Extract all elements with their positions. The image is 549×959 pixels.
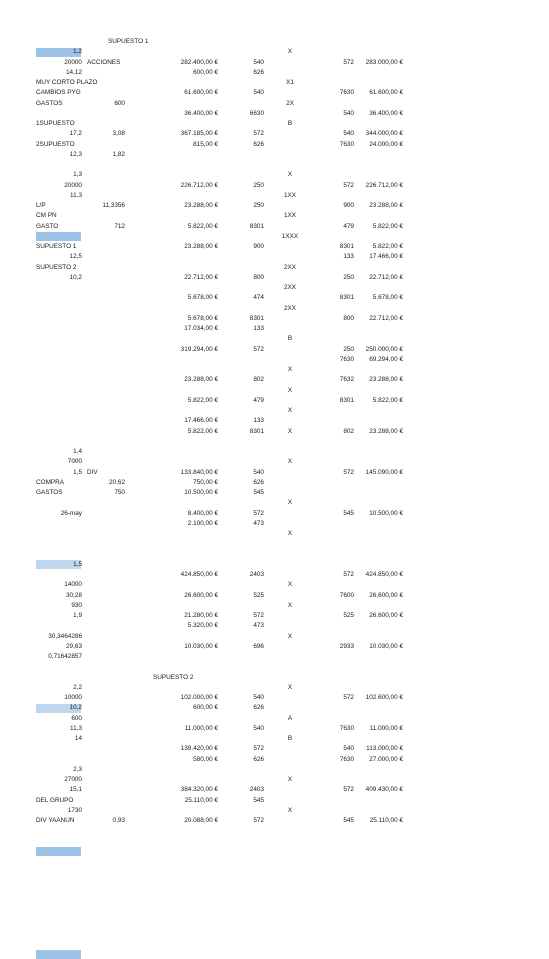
cell-e: 802: [253, 376, 264, 384]
cell-h: 572: [343, 181, 354, 189]
cell-c: 0,93: [112, 817, 125, 824]
highlighted-cell: [36, 950, 81, 959]
cell-d: 23.288,00 €: [184, 202, 218, 209]
cell-c: 712: [114, 222, 125, 230]
cell-a: 14: [74, 735, 82, 742]
cell-g: X: [287, 632, 293, 640]
cell-d: 11.000,00 €: [184, 724, 218, 732]
cell-a: 30,3464286: [48, 632, 82, 640]
cell-d: 17.034,00 €: [184, 325, 218, 332]
cell-i: 226.712,00 €: [365, 181, 403, 189]
cell-e: 540: [253, 694, 264, 701]
cell-a: COMPRA: [36, 478, 65, 486]
cell-a: 27000: [64, 776, 82, 783]
cell-e: 626: [253, 140, 264, 148]
cell-b: DIV: [87, 468, 98, 476]
cell-e: 540: [253, 468, 264, 476]
cell-g: X: [287, 407, 293, 414]
cell-e: 545: [253, 796, 264, 804]
cell-g: X: [287, 171, 293, 179]
cell-a: SUPUESTO 2: [36, 263, 77, 271]
cell-e: 250: [253, 202, 264, 209]
cell-g: X: [287, 499, 293, 507]
cell-a: 1SUPUESTO: [36, 120, 75, 127]
cell-d: 226.712,00 €: [180, 181, 218, 189]
cell-d: 17.466,00 €: [184, 417, 218, 425]
cell-i: 283.000,00 €: [365, 58, 403, 66]
cell-c: 600: [114, 99, 125, 107]
cell-i: 24.000,00 €: [369, 140, 403, 148]
cell-i: 36.400,00 €: [369, 109, 403, 117]
cell-a: 2SUPUESTO: [36, 140, 75, 148]
cell-a: 14,12: [66, 68, 82, 76]
cell-g: 1XX: [283, 191, 297, 199]
cell-a: 10,2: [69, 704, 82, 712]
cell-i: 344.000,00 €: [365, 130, 403, 138]
cell-i: 26.600,00 €: [369, 612, 403, 619]
cell-g: X1: [286, 79, 294, 86]
cell-a: 1,5: [73, 560, 82, 568]
highlighted-cell: [36, 847, 81, 856]
cell-h: 250: [343, 345, 354, 353]
cell-i: 25.110,00 €: [369, 817, 403, 824]
cell-e: 572: [253, 345, 264, 353]
cell-h: 7630: [339, 89, 354, 97]
cell-a: 1,9: [73, 612, 82, 619]
cell-d: 102.000,00 €: [180, 694, 218, 701]
cell-g: X: [287, 366, 293, 373]
cell-d: 22.712,00 €: [184, 273, 218, 281]
cell-a: MUY CORTO PLAZO: [36, 79, 98, 86]
cell-d: 282.400,00 €: [180, 58, 218, 66]
cell-i: 23.288,00 €: [369, 427, 403, 435]
cell-a: 12,5: [69, 253, 82, 261]
cell-i: 424.850,00 €: [365, 571, 403, 578]
cell-g: X: [287, 601, 293, 609]
cell-d: 750,00 €: [193, 478, 218, 486]
cell-d: 23.288,00 €: [184, 376, 218, 384]
cell-e: 473: [253, 622, 264, 630]
cell-d: 10.500,00 €: [184, 489, 218, 496]
cell-a: CAMBIOS PYG: [36, 89, 81, 97]
cell-h: 7630: [339, 140, 354, 148]
cell-e: 572: [253, 509, 264, 517]
cell-e: 525: [253, 591, 264, 599]
cell-e: 8301: [249, 427, 264, 435]
cell-g: X: [287, 458, 293, 466]
cell-e: 8301: [249, 314, 264, 322]
cell-d: 600,00 €: [193, 704, 218, 712]
cell-d: 21.280,00 €: [184, 612, 218, 619]
cell-i: 17.466,00 €: [369, 253, 403, 261]
cell-h: 2933: [339, 642, 354, 650]
cell-d: 26.600,00 €: [184, 591, 218, 599]
cell-i: 113.000,00 €: [366, 745, 403, 753]
cell-h: 572: [343, 58, 354, 66]
cell-a: CM PN: [36, 212, 57, 220]
cell-h: 802: [343, 427, 354, 435]
cell-a: 11,3: [70, 724, 82, 732]
cell-g: X: [287, 776, 293, 783]
cell-a: 7000: [67, 458, 82, 466]
cell-a: 26-may: [60, 509, 82, 517]
cell-a: GASTO: [36, 222, 59, 230]
cell-a: DEL GRUPO: [36, 796, 74, 804]
cell-h: 7630: [339, 355, 354, 363]
cell-d: 815,00 €: [193, 140, 218, 148]
cell-g: X: [287, 683, 293, 691]
cell-a: 600: [71, 714, 82, 722]
cell-a: 15,1: [69, 786, 82, 794]
cell-d: 424.850,00 €: [180, 571, 218, 578]
cell-a: 1730: [67, 806, 82, 814]
cell-h: 7630: [339, 755, 354, 763]
cell-c: 3,08: [112, 130, 125, 138]
cell-e: 250: [253, 181, 264, 189]
cell-d: 25.110,00 €: [184, 796, 218, 804]
cell-i: 26.600,00 €: [369, 591, 403, 599]
highlighted-cell: [36, 232, 81, 241]
cell-i: 10.500,00 €: [369, 509, 403, 517]
cell-d: 5.320,00 €: [187, 622, 218, 630]
cell-i: 102.600,00 €: [365, 694, 403, 701]
cell-a: 12,3: [69, 150, 82, 158]
cell-d: 580,00 €: [193, 755, 218, 763]
cell-d: 61.600,00 €: [184, 89, 218, 97]
cell-i: 61.600,00 €: [369, 89, 403, 97]
cell-d: 319.294,00 €: [180, 345, 218, 353]
cell-c: 1,82: [112, 150, 125, 158]
cell-g: 2XX: [283, 284, 297, 291]
cell-e: 6630: [249, 109, 264, 117]
cell-h: 7632: [339, 376, 354, 384]
cell-e: 900: [253, 243, 264, 250]
cell-a: 1,4: [73, 448, 82, 455]
cell-e: 479: [253, 396, 264, 404]
cell-b: SUPUESTO 1: [108, 38, 149, 45]
cell-e: 8301: [249, 222, 264, 230]
cell-g: X: [287, 48, 293, 56]
cell-e: 133: [253, 325, 264, 332]
cell-a: 20000: [64, 181, 82, 189]
cell-h: 540: [343, 745, 354, 753]
cell-i: 10.030,00 €: [369, 642, 403, 650]
cell-a: 930: [71, 601, 82, 609]
cell-e: 800: [253, 273, 264, 281]
cell-e: 572: [253, 817, 264, 824]
cell-e: 540: [253, 89, 264, 97]
cell-d: 5.678,00 €: [187, 314, 218, 322]
cell-h: 133: [343, 253, 354, 261]
cell-d: 2.100,00 €: [187, 519, 218, 527]
cell-d: 367.185,00 €: [180, 130, 218, 138]
cell-a: DIV YAANUN: [36, 817, 75, 824]
cell-i: 5.822,00 €: [372, 396, 403, 404]
cell-a: SUPUESTO 1: [36, 243, 77, 250]
cell-g: X: [287, 581, 293, 589]
cell-a: 1,2: [73, 48, 82, 56]
cell-e: 572: [253, 745, 264, 753]
cell-g: 2X: [286, 99, 294, 107]
cell-i: 5.678,00 €: [372, 294, 403, 302]
cell-i: 22.712,00 €: [369, 314, 403, 322]
cell-a: GASTOS: [36, 99, 63, 107]
cell-b: ACCIONES: [87, 58, 121, 66]
cell-e: 572: [253, 612, 264, 619]
cell-h: 540: [343, 130, 354, 138]
cell-i: 409.430,00 €: [365, 786, 403, 794]
cell-d: 23.288,00 €: [184, 243, 218, 250]
cell-e: 626: [253, 68, 264, 76]
cell-a: L/P: [36, 202, 46, 209]
cell-e: 474: [253, 294, 264, 302]
cell-h: 525: [343, 612, 354, 619]
cell-a: 20000: [64, 58, 82, 66]
cell-h: 545: [343, 509, 354, 517]
cell-h: 900: [343, 202, 354, 209]
cell-e: 626: [253, 755, 264, 763]
cell-g: B: [287, 120, 293, 127]
cell-a: 30,28: [66, 591, 82, 599]
cell-h: 8301: [339, 243, 354, 250]
cell-h: 8301: [339, 396, 354, 404]
cell-i: 23.288,00 €: [369, 376, 403, 384]
cell-h: 8301: [339, 294, 354, 302]
cell-h: 572: [343, 694, 354, 701]
cell-a: 1,5: [73, 468, 82, 476]
cell-h: 572: [343, 468, 354, 476]
cell-a: 2,3: [73, 765, 82, 773]
cell-g: X: [287, 386, 293, 394]
cell-g: 1XXX: [281, 232, 299, 240]
cell-a: 14000: [64, 581, 82, 589]
cell-e: 133: [253, 417, 264, 425]
cell-d: 8.400,00 €: [187, 509, 218, 517]
cell-i: 250.000,00 €: [365, 345, 403, 353]
cell-a: 10000: [64, 694, 82, 701]
cell-i: 11.000,00 €: [369, 724, 403, 732]
cell-i: 23.288,00 €: [369, 202, 403, 209]
cell-h: 545: [343, 817, 354, 824]
cell-a: 11,3: [70, 191, 82, 199]
cell-e: 696: [253, 642, 264, 650]
cell-g: X: [287, 427, 293, 435]
cell-h: 479: [343, 222, 354, 230]
cell-e: 2403: [249, 571, 264, 578]
cell-c: 20,62: [109, 478, 125, 486]
cell-g: X: [287, 806, 293, 814]
cell-d: 5.822,00 €: [187, 396, 218, 404]
cell-g: B: [287, 335, 293, 343]
cell-h: 572: [343, 571, 354, 578]
cell-e: 545: [253, 489, 264, 496]
cell-c: 11,3356: [102, 202, 125, 209]
cell-d: 139.420,00 €: [180, 745, 218, 753]
cell-g: 2XX: [283, 263, 297, 271]
cell-a: 1,3: [73, 171, 82, 179]
cell-e: 540: [253, 724, 264, 732]
cell-d: 384.320,00 €: [180, 786, 218, 794]
cell-h: 250: [343, 273, 354, 281]
cell-i: 69.294,00 €: [369, 355, 403, 363]
cell-i: 145.090,00 €: [365, 468, 403, 476]
cell-g: B: [287, 735, 293, 742]
cell-g: 2XX: [283, 304, 297, 312]
cell-i: 27.000,00 €: [369, 755, 403, 763]
cell-a: 10,2: [69, 273, 82, 281]
cell-h: 540: [343, 109, 354, 117]
cell-e: 2403: [249, 786, 264, 794]
cell-g: A: [287, 714, 293, 722]
cell-e: 572: [253, 130, 264, 138]
cell-h: 7600: [339, 591, 354, 599]
cell-h: 800: [343, 314, 354, 322]
cell-e: 626: [253, 478, 264, 486]
cell-e: 473: [253, 519, 264, 527]
cell-d: 133.840,00 €: [180, 468, 218, 476]
cell-i: 5.822,00 €: [372, 222, 403, 230]
cell-g: 1XX: [283, 212, 297, 220]
cell-a: 17,2: [69, 130, 82, 138]
cell-h: 572: [343, 786, 354, 794]
cell-d: 36.400,00 €: [184, 109, 218, 117]
cell-d: 5.822,00 €: [187, 222, 218, 230]
cell-e: 540: [253, 58, 264, 66]
cell-i: 22.712,00 €: [369, 273, 403, 281]
cell-d: 600,00 €: [193, 68, 218, 76]
cell-d: SUPUESTO 2: [153, 673, 194, 681]
cell-e: 626: [253, 704, 264, 712]
cell-d: 10.030,00 €: [184, 642, 218, 650]
cell-c: 750: [114, 489, 125, 496]
cell-d: 5.822,00 €: [187, 427, 218, 435]
cell-h: 7630: [339, 724, 354, 732]
cell-g: X: [287, 530, 293, 537]
cell-d: 20.088,00 €: [184, 817, 218, 824]
cell-a: 0,71642857: [48, 653, 82, 660]
cell-d: 5.678,00 €: [187, 294, 218, 302]
cell-a: 2,2: [73, 683, 82, 691]
cell-a: 29,63: [66, 642, 82, 650]
cell-i: 5.822,00 €: [372, 243, 403, 250]
cell-a: GASTOS: [36, 489, 63, 496]
